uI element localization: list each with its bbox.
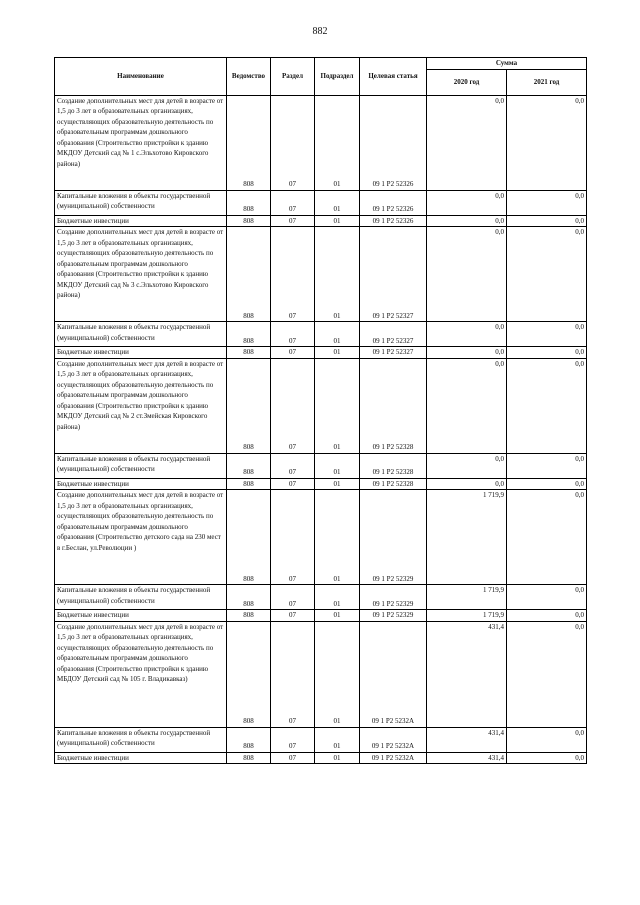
- row-amount-2020: 0,0: [427, 95, 507, 190]
- row-amount-2020: 1 719,9: [427, 585, 507, 610]
- row-podrazdel: 01: [315, 215, 360, 227]
- page-number: 882: [312, 26, 328, 37]
- row-name: Создание дополнительных мест для детей в возрасте от 1,5 до 3 лет в образовательных организациях, осуществляющих образовательную деятельность по образовательным программам дошкольного образования (Строительство пристройки к зданию МБДОУ Детский сад № 105 г. Владикавказ): [55, 621, 227, 727]
- row-name: Бюджетные инвестиции: [55, 347, 227, 359]
- table-row: [55, 453, 587, 478]
- table-body: [55, 95, 587, 764]
- row-ved: 808: [227, 621, 271, 727]
- row-podrazdel: 01: [315, 95, 360, 190]
- table-row: [55, 190, 587, 215]
- row-ved: 808: [227, 478, 271, 490]
- row-razdel: 07: [271, 322, 315, 347]
- row-amount-2020: 431,4: [427, 727, 507, 752]
- table-row: [55, 95, 587, 190]
- row-razdel: 07: [271, 752, 315, 764]
- table-row: [55, 752, 587, 764]
- row-amount-2020: 0,0: [427, 347, 507, 359]
- row-amount-2020: 0,0: [427, 215, 507, 227]
- row-csr: 09 1 P2 52327: [360, 227, 427, 322]
- row-razdel: 07: [271, 347, 315, 359]
- row-amount-2021: 0,0: [507, 322, 587, 347]
- row-amount-2021: 0,0: [507, 490, 587, 585]
- row-podrazdel: 01: [315, 610, 360, 622]
- row-podrazdel: 01: [315, 478, 360, 490]
- row-amount-2020: 1 719,9: [427, 610, 507, 622]
- row-amount-2021: 0,0: [507, 358, 587, 453]
- row-csr: 09 1 P2 52329: [360, 610, 427, 622]
- row-amount-2021: 0,0: [507, 453, 587, 478]
- row-podrazdel: 01: [315, 190, 360, 215]
- header-year-2021: 2021 год: [507, 69, 587, 95]
- row-csr: 09 1 P2 52327: [360, 347, 427, 359]
- table-row: [55, 227, 587, 322]
- row-amount-2021: 0,0: [507, 621, 587, 727]
- table-row: [55, 585, 587, 610]
- row-razdel: 07: [271, 215, 315, 227]
- table-row: [55, 215, 587, 227]
- row-ved: 808: [227, 215, 271, 227]
- row-name: Создание дополнительных мест для детей в возрасте от 1,5 до 3 лет в образовательных организациях, осуществляющих образовательную деятельность по образовательным программам дошкольного образования (Строительство пристройки к зданию МКДОУ Детский сад № 3 с.Эльхотово Кировского района): [55, 227, 227, 322]
- row-podrazdel: 01: [315, 322, 360, 347]
- row-csr: 09 1 P2 52329: [360, 585, 427, 610]
- row-ved: 808: [227, 490, 271, 585]
- row-razdel: 07: [271, 358, 315, 453]
- row-amount-2021: 0,0: [507, 478, 587, 490]
- row-amount-2020: 431,4: [427, 752, 507, 764]
- header-name: Наименование: [55, 58, 227, 96]
- row-amount-2021: 0,0: [507, 190, 587, 215]
- row-podrazdel: 01: [315, 585, 360, 610]
- table-row: [55, 347, 587, 359]
- row-csr: 09 1 P2 52328: [360, 453, 427, 478]
- row-amount-2020: 431,4: [427, 621, 507, 727]
- row-csr: 09 1 P2 52327: [360, 322, 427, 347]
- row-ved: 808: [227, 453, 271, 478]
- table-row: [55, 610, 587, 622]
- table-row: [55, 478, 587, 490]
- row-amount-2020: 0,0: [427, 453, 507, 478]
- row-name: Бюджетные инвестиции: [55, 215, 227, 227]
- row-amount-2021: 0,0: [507, 215, 587, 227]
- row-name: Бюджетные инвестиции: [55, 752, 227, 764]
- budget-table: [54, 57, 587, 764]
- row-name: Капитальные вложения в объекты государственной (муниципальной) собственности: [55, 453, 227, 478]
- header-razdel: Раздел: [271, 58, 315, 96]
- row-razdel: 07: [271, 453, 315, 478]
- row-amount-2020: 0,0: [427, 478, 507, 490]
- table-row: [55, 727, 587, 752]
- row-amount-2021: 0,0: [507, 610, 587, 622]
- row-podrazdel: 01: [315, 227, 360, 322]
- row-podrazdel: 01: [315, 358, 360, 453]
- row-csr: 09 1 P2 52326: [360, 215, 427, 227]
- table-row: [55, 621, 587, 727]
- row-amount-2020: 0,0: [427, 227, 507, 322]
- header-podrazdel: Подраздел: [315, 58, 360, 96]
- row-name: Создание дополнительных мест для детей в возрасте от 1,5 до 3 лет в образовательных организациях, осуществляющих образовательную деятельность по образовательным программам дошкольного образования (Строительство пристройки к зданию МКДОУ Детский сад № 1 с.Эльхотово Кировского района): [55, 95, 227, 190]
- table-row: [55, 322, 587, 347]
- row-csr: 09 1 P2 5232A: [360, 752, 427, 764]
- row-csr: 09 1 P2 52326: [360, 95, 427, 190]
- row-ved: 808: [227, 610, 271, 622]
- row-csr: 09 1 P2 5232A: [360, 727, 427, 752]
- row-amount-2020: 1 719,9: [427, 490, 507, 585]
- row-razdel: 07: [271, 621, 315, 727]
- row-razdel: 07: [271, 585, 315, 610]
- row-amount-2020: 0,0: [427, 358, 507, 453]
- row-amount-2021: 0,0: [507, 347, 587, 359]
- row-razdel: 07: [271, 478, 315, 490]
- row-amount-2021: 0,0: [507, 727, 587, 752]
- row-podrazdel: 01: [315, 621, 360, 727]
- row-podrazdel: 01: [315, 752, 360, 764]
- row-amount-2021: 0,0: [507, 227, 587, 322]
- row-amount-2021: 0,0: [507, 752, 587, 764]
- table-row: [55, 358, 587, 453]
- header-summa: Сумма: [427, 58, 587, 70]
- row-razdel: 07: [271, 227, 315, 322]
- row-podrazdel: 01: [315, 727, 360, 752]
- row-ved: 808: [227, 358, 271, 453]
- row-name: Создание дополнительных мест для детей в возрасте от 1,5 до 3 лет в образовательных организациях, осуществляющих образовательную деятельность по образовательным программам дошкольного образования (Строительство детского сада на 230 мест в г.Беслан, ул.Революции ): [55, 490, 227, 585]
- row-name: Капитальные вложения в объекты государственной (муниципальной) собственности: [55, 727, 227, 752]
- header-ved: Ведомство: [227, 58, 271, 96]
- row-ved: 808: [227, 347, 271, 359]
- row-name: Капитальные вложения в объекты государственной (муниципальной) собственности: [55, 585, 227, 610]
- row-ved: 808: [227, 190, 271, 215]
- row-razdel: 07: [271, 610, 315, 622]
- row-name: Капитальные вложения в объекты государственной (муниципальной) собственности: [55, 190, 227, 215]
- row-name: Создание дополнительных мест для детей в возрасте от 1,5 до 3 лет в образовательных организациях, осуществляющих образовательную деятельность по образовательным программам дошкольного образования (Строительство пристройки к зданию МКДОУ Детский сад № 2 ст.Змейская Кировского района): [55, 358, 227, 453]
- row-podrazdel: 01: [315, 347, 360, 359]
- row-csr: 09 1 P2 52326: [360, 190, 427, 215]
- row-ved: 808: [227, 227, 271, 322]
- table-header: [55, 58, 587, 96]
- row-ved: 808: [227, 95, 271, 190]
- row-amount-2021: 0,0: [507, 95, 587, 190]
- row-name: Бюджетные инвестиции: [55, 478, 227, 490]
- row-amount-2020: 0,0: [427, 190, 507, 215]
- row-name: Капитальные вложения в объекты государственной (муниципальной) собственности: [55, 322, 227, 347]
- row-csr: 09 1 P2 52329: [360, 490, 427, 585]
- header-csr: Целевая статья: [360, 58, 427, 96]
- row-csr: 09 1 P2 52328: [360, 358, 427, 453]
- row-ved: 808: [227, 585, 271, 610]
- row-csr: 09 1 P2 5232A: [360, 621, 427, 727]
- row-ved: 808: [227, 727, 271, 752]
- row-podrazdel: 01: [315, 490, 360, 585]
- row-razdel: 07: [271, 95, 315, 190]
- row-name: Бюджетные инвестиции: [55, 610, 227, 622]
- row-podrazdel: 01: [315, 453, 360, 478]
- header-year-2020: 2020 год: [427, 69, 507, 95]
- row-amount-2021: 0,0: [507, 585, 587, 610]
- row-ved: 808: [227, 322, 271, 347]
- row-razdel: 07: [271, 727, 315, 752]
- row-razdel: 07: [271, 490, 315, 585]
- row-razdel: 07: [271, 190, 315, 215]
- row-amount-2020: 0,0: [427, 322, 507, 347]
- table-row: [55, 490, 587, 585]
- row-csr: 09 1 P2 52328: [360, 478, 427, 490]
- row-ved: 808: [227, 752, 271, 764]
